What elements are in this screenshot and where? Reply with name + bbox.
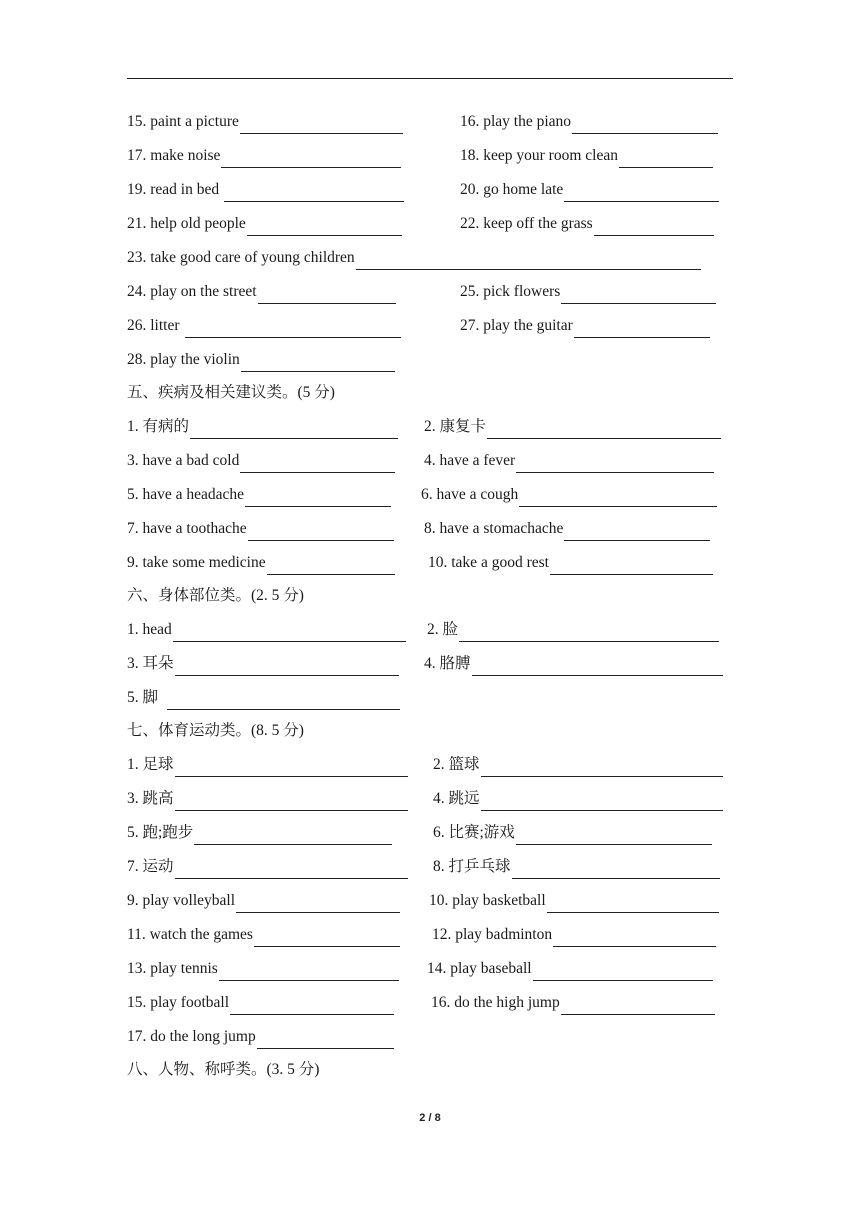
answer-blank[interactable] [516, 827, 712, 845]
item-23: 23. take good care of young children [127, 246, 701, 270]
answer-blank[interactable] [574, 320, 710, 338]
row [127, 415, 733, 439]
answer-blank[interactable] [194, 827, 392, 845]
item-26: 26. litter [127, 314, 401, 338]
item-24: 24. play on the street [127, 280, 396, 304]
row [127, 686, 733, 710]
row [127, 618, 733, 642]
item-4: 4. 跳远 [433, 787, 723, 811]
item-28: 28. play the violin [127, 348, 395, 372]
row [127, 652, 733, 676]
answer-blank[interactable] [230, 997, 394, 1015]
item-16: 16. do the high jump [431, 991, 715, 1015]
answer-blank[interactable] [487, 421, 721, 439]
answer-blank[interactable] [550, 557, 713, 575]
header-rule [127, 78, 733, 79]
answer-blank[interactable] [267, 557, 395, 575]
answer-blank[interactable] [561, 997, 715, 1015]
answer-blank[interactable] [516, 455, 714, 473]
answer-blank[interactable] [240, 116, 403, 134]
answer-blank[interactable] [561, 286, 716, 304]
answer-blank[interactable] [185, 320, 401, 338]
row [127, 178, 733, 202]
answer-blank[interactable] [241, 354, 395, 372]
item-2: 2. 脸 [427, 618, 719, 642]
answer-blank[interactable] [533, 963, 713, 981]
section-heading-5: 五、疾病及相关建议类。(5 分) [127, 384, 335, 401]
item-19: 19. read in bed [127, 178, 404, 202]
row [127, 110, 733, 134]
answer-blank[interactable] [553, 929, 716, 947]
item-4: 4. 胳膊 [424, 652, 723, 676]
row [127, 787, 733, 811]
item-4: 4. have a fever [424, 449, 714, 473]
item-5: 5. have a headache [127, 483, 391, 507]
item-3: 3. 耳朵 [127, 652, 399, 676]
item-11: 11. watch the games [127, 923, 400, 947]
answer-blank[interactable] [572, 116, 718, 134]
answer-blank[interactable] [619, 150, 713, 168]
item-18: 18. keep your room clean [460, 144, 713, 168]
answer-blank[interactable] [254, 929, 400, 947]
row [127, 1025, 733, 1049]
answer-blank[interactable] [219, 963, 399, 981]
answer-blank[interactable] [481, 759, 723, 777]
item-27: 27. play the guitar [460, 314, 710, 338]
answer-blank[interactable] [236, 895, 400, 913]
item-9: 9. take some medicine [127, 551, 395, 575]
row [127, 855, 733, 879]
answer-blank[interactable] [173, 624, 406, 642]
item-22: 22. keep off the grass [460, 212, 714, 236]
item-14: 14. play baseball [427, 957, 713, 981]
item-12: 12. play badminton [432, 923, 716, 947]
item-2: 2. 篮球 [433, 753, 723, 777]
row [127, 314, 733, 338]
row [127, 517, 733, 541]
item-20: 20. go home late [460, 178, 719, 202]
answer-blank[interactable] [594, 218, 714, 236]
item-1: 1. head [127, 618, 406, 642]
item-13: 13. play tennis [127, 957, 399, 981]
answer-blank[interactable] [240, 455, 395, 473]
answer-blank[interactable] [519, 489, 717, 507]
item-25: 25. pick flowers [460, 280, 716, 304]
row [127, 991, 733, 1015]
row [127, 483, 733, 507]
answer-blank[interactable] [356, 252, 701, 270]
row [127, 753, 733, 777]
answer-blank[interactable] [224, 184, 404, 202]
answer-blank[interactable] [512, 861, 720, 879]
answer-blank[interactable] [258, 286, 396, 304]
section-heading-7: 七、体育运动类。(8. 5 分) [127, 722, 304, 739]
item-21: 21. help old people [127, 212, 402, 236]
answer-blank[interactable] [245, 489, 391, 507]
row [127, 144, 733, 168]
item-1: 1. 足球 [127, 753, 408, 777]
section-heading-8: 八、人物、称呼类。(3. 5 分) [127, 1061, 320, 1078]
answer-blank[interactable] [175, 861, 408, 879]
row [127, 551, 733, 575]
item-17: 17. do the long jump [127, 1025, 394, 1049]
item-8: 8. 打乒乓球 [433, 855, 720, 879]
answer-blank[interactable] [167, 692, 400, 710]
answer-blank[interactable] [248, 523, 394, 541]
page-number: 2 / 8 [419, 1112, 441, 1124]
item-2: 2. 康复卡 [424, 415, 721, 439]
answer-blank[interactable] [190, 421, 398, 439]
item-10: 10. play basketball [429, 889, 719, 913]
answer-blank[interactable] [175, 658, 399, 676]
row [127, 821, 733, 845]
answer-blank[interactable] [459, 624, 719, 642]
answer-blank[interactable] [481, 793, 723, 811]
item-10: 10. take a good rest [428, 551, 713, 575]
item-6: 6. 比赛;游戏 [433, 821, 712, 845]
answer-blank[interactable] [257, 1031, 394, 1049]
row [127, 212, 733, 236]
row [127, 889, 733, 913]
item-7: 7. have a toothache [127, 517, 394, 541]
row [127, 348, 733, 372]
row [127, 449, 733, 473]
answer-blank[interactable] [221, 150, 401, 168]
answer-blank[interactable] [175, 759, 408, 777]
answer-blank[interactable] [547, 895, 719, 913]
item-1: 1. 有病的 [127, 415, 398, 439]
item-17: 17. make noise [127, 144, 401, 168]
row [127, 280, 733, 304]
item-15: 15. paint a picture [127, 110, 403, 134]
answer-blank[interactable] [175, 793, 408, 811]
item-5: 5. 跑;跑步 [127, 821, 392, 845]
answer-blank[interactable] [564, 523, 710, 541]
row [127, 923, 733, 947]
item-3: 3. 跳高 [127, 787, 408, 811]
item-8: 8. have a stomachache [424, 517, 710, 541]
answer-blank[interactable] [472, 658, 723, 676]
answer-blank[interactable] [564, 184, 719, 202]
item-16: 16. play the piano [460, 110, 718, 134]
answer-blank[interactable] [247, 218, 402, 236]
row [127, 246, 733, 270]
section-heading-6: 六、身体部位类。(2. 5 分) [127, 587, 304, 604]
item-5: 5. 脚 [127, 686, 400, 710]
item-7: 7. 运动 [127, 855, 408, 879]
item-3: 3. have a bad cold [127, 449, 395, 473]
item-15: 15. play football [127, 991, 394, 1015]
row [127, 957, 733, 981]
item-6: 6. have a cough [421, 483, 717, 507]
item-9: 9. play volleyball [127, 889, 400, 913]
